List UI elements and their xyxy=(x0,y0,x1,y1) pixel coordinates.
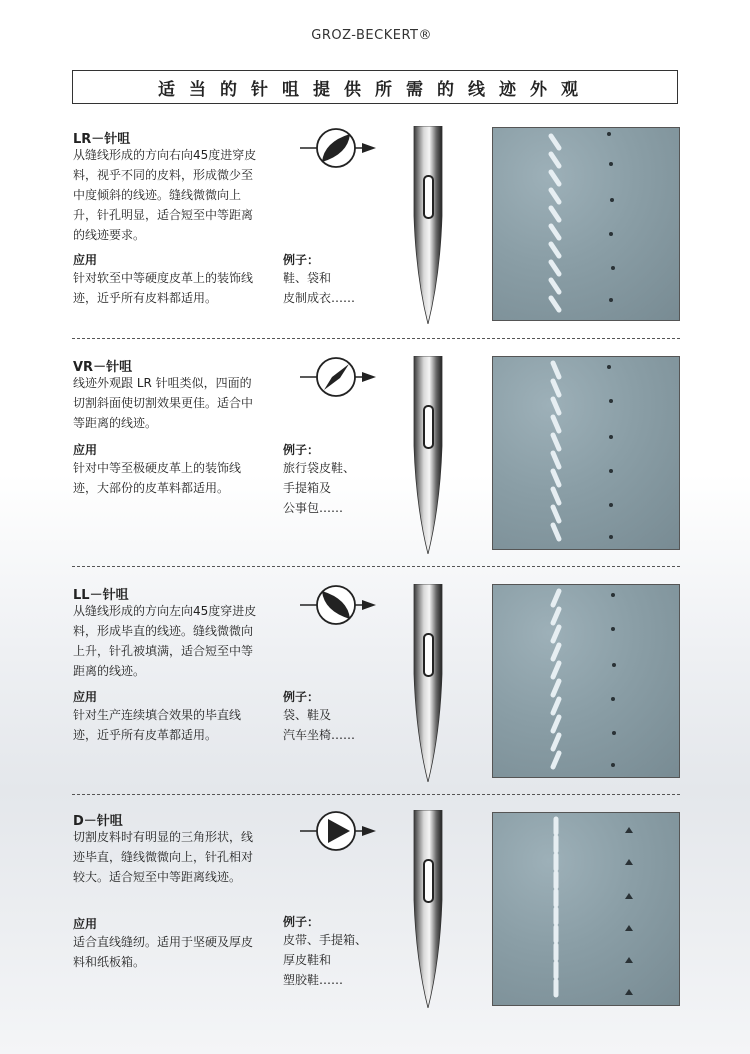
example-text xyxy=(283,458,383,518)
section-divider xyxy=(72,794,680,795)
example-text xyxy=(283,930,383,990)
example-heading: 例子： xyxy=(283,690,320,704)
section-description: 从缝线形成的方向左向45度穿进皮料，形成毕直的线迹。缝线微微向上升，针孔被填满，适合短至中等距离的线迹。 xyxy=(73,604,257,678)
section-title: D－针咀 xyxy=(73,814,123,829)
example-heading: 例子： xyxy=(283,253,320,267)
section-title: LL－针咀 xyxy=(73,588,129,603)
section-description: 从缝线形成的方向右向45度进穿皮料，视乎不同的皮料，形成微少至中度倾斜的线迹。缝线微微向上升，针孔明显，适合短至中等距离的线迹要求。 xyxy=(73,148,257,242)
application-text: 适合直线缝纫。适用于坚硬及厚皮料和纸板箱。 xyxy=(73,935,254,969)
section-title: VR－针咀 xyxy=(73,360,133,375)
section-description: 切割皮料时有明显的三角形状，线迹毕直，缝线微微向上，针孔相对较大。适合短至中等距离线迹。 xyxy=(73,830,254,884)
example-line: 鞋、袋和 xyxy=(283,271,332,285)
example-line: 皮带、手提箱、 xyxy=(283,933,368,947)
vr-point-symbol-icon xyxy=(300,357,380,397)
example-line: 汽车坐椅…… xyxy=(283,728,356,742)
stitch-photo xyxy=(492,584,680,778)
application-heading: 应用 xyxy=(73,690,98,704)
application-text: 针对软至中等硬度皮革上的装饰线迹，近乎所有皮料都适用。 xyxy=(73,271,254,305)
stitch-photo xyxy=(492,812,680,1006)
example-heading: 例子： xyxy=(283,443,320,457)
example-line: 公事包…… xyxy=(283,501,344,515)
brand-logo: GROZ-BECKERT® xyxy=(311,28,432,43)
example-line: 皮制成衣…… xyxy=(283,291,356,305)
lr-point-symbol-icon xyxy=(300,128,380,168)
application-heading: 应用 xyxy=(73,443,98,457)
example-line: 手提箱及 xyxy=(283,481,332,495)
stitch-photo xyxy=(492,356,680,550)
example-line: 厚皮鞋和 xyxy=(283,953,332,967)
section-title: LR－针咀 xyxy=(73,132,131,147)
section-divider xyxy=(72,338,680,339)
page-title: 适当的针咀提供所需的线迹外观 xyxy=(72,70,678,104)
needle-icon xyxy=(410,126,446,324)
section-description: 线迹外观跟 LR 针咀类似，四面的切割斜面使切割效果更佳。适合中等距离的线迹。 xyxy=(73,376,254,430)
needle-icon xyxy=(410,810,446,1008)
needle-icon xyxy=(410,356,446,554)
example-line: 塑胶鞋…… xyxy=(283,973,344,987)
section-divider xyxy=(72,566,680,567)
application-heading: 应用 xyxy=(73,917,98,931)
application-text: 针对中等至极硬皮革上的装饰线迹，大部份的皮革料都适用。 xyxy=(73,461,242,495)
example-text xyxy=(283,268,383,308)
needle-icon xyxy=(410,584,446,782)
example-text xyxy=(283,705,383,745)
application-heading: 应用 xyxy=(73,253,98,267)
example-heading: 例子： xyxy=(283,915,320,929)
d-point-symbol-icon xyxy=(300,811,380,851)
example-line: 旅行袋皮鞋、 xyxy=(283,461,356,475)
application-text: 针对生产连续填合效果的毕直线迹，近乎所有皮革都适用。 xyxy=(73,708,242,742)
ll-point-symbol-icon xyxy=(300,585,380,625)
stitch-photo xyxy=(492,127,680,321)
example-line: 袋、鞋及 xyxy=(283,708,332,722)
